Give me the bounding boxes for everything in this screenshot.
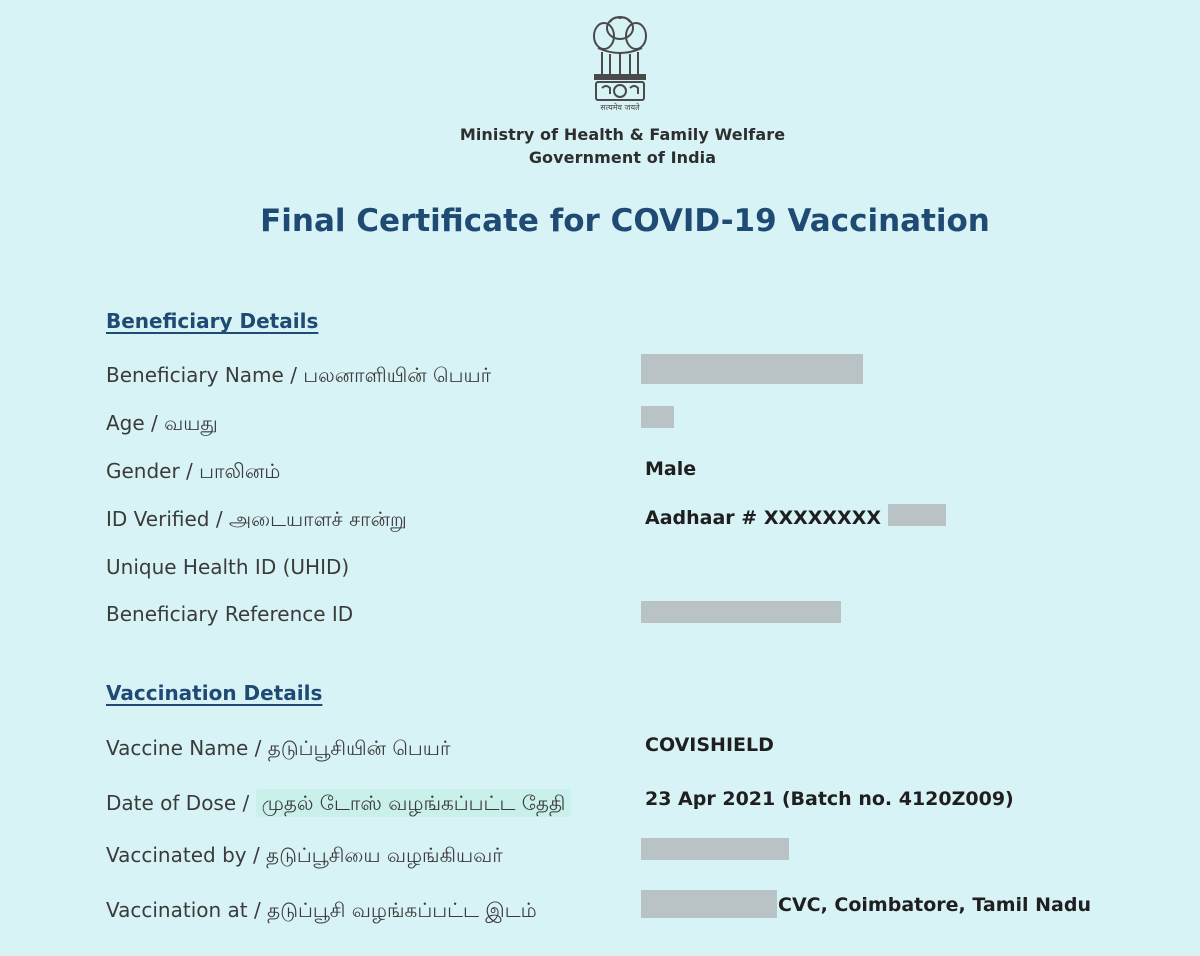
beneficiary-name-redacted [641,354,863,384]
vaccination-at-label: Vaccination at / தடுப்பூசி வழங்கப்பட்ட இடம் [106,898,537,922]
date-of-dose-label [106,791,571,818]
uhid-label: Unique Health ID (UHID) [106,555,350,579]
age-label: Age / வயது [106,411,218,435]
vaccination-section-title: Vaccination Details [106,681,323,705]
id-verified-label: ID Verified / அடையாளச் சான்று [106,507,407,531]
vaccine-name-label: Vaccine Name / தடுப்பூசியின் பெயர் [106,736,451,760]
date-of-dose-label-en: Date of Dose / [106,791,256,815]
beneficiary-name-label: Beneficiary Name / பலனாளியின் பெயர் [106,363,492,387]
center-name-redacted [641,890,777,918]
ministry-name: Ministry of Health & Family Welfare [459,125,786,144]
reference-id-label: Beneficiary Reference ID [106,602,354,626]
national-emblem-icon [584,8,656,114]
beneficiary-section-title: Beneficiary Details [106,309,319,333]
date-of-dose-label-ta: முதல் டோஸ் வழங்கப்பட்ட தேதி [256,789,572,817]
vaccine-name-value: COVISHIELD [645,734,774,756]
emblem-motto: सत्यमेव जयते [600,103,640,112]
vaccinated-by-label: Vaccinated by / தடுப்பூசியை வழங்கியவர் [106,843,503,867]
certificate-title: Final Certificate for COVID-19 Vaccination [260,203,990,239]
vaccinator-redacted [641,838,789,860]
vaccination-at-value: CVC, Coimbatore, Tamil Nadu [778,894,1091,916]
gender-label: Gender / பாலினம் [106,459,281,483]
date-of-dose-value: 23 Apr 2021 (Batch no. 4120Z009) [645,788,1014,810]
id-verified-value: Aadhaar # XXXXXXXX [645,507,882,529]
gender-value: Male [645,458,697,480]
reference-id-redacted [641,601,841,623]
id-redacted [888,504,946,526]
age-redacted [641,406,674,428]
government-name: Government of India [528,148,717,167]
